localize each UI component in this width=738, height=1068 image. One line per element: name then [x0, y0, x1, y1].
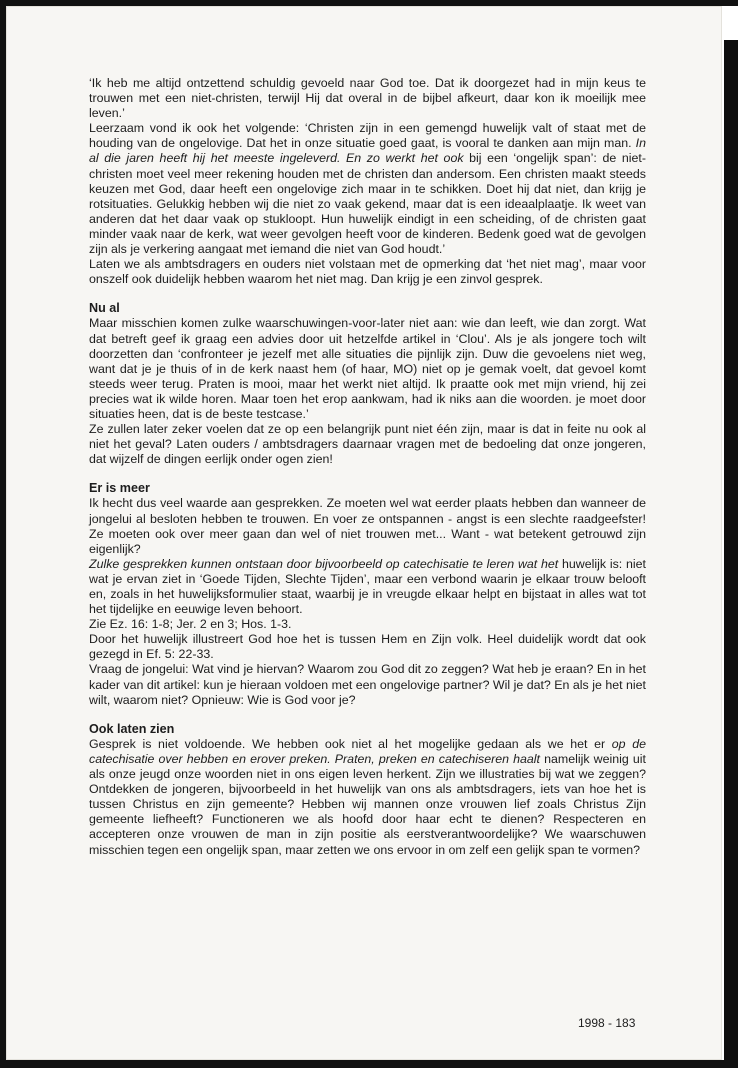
- paragraph: ‘Ik heb me altijd ontzettend schuldig gevoeld naar God toe. Dat ik doorgezet had in mijn keus te trouwen met een niet-christen, terwijl Hij dat overal in de bijbel afkeurt, daar kon ik moeilijk mee leven.’: [89, 76, 646, 121]
- paragraph: Maar misschien komen zulke waarschuwingen-voor-later niet aan: wie dan leeft, wie dan zorgt. Wat dat betreft geef ik graag een advies door uit hetzelfde artikel in ‘Clou’. Als je als jongere toch wilt doorzetten dan ‘confronteer je jezelf met alle situaties die pijnlijk zijn. Duw die gevoelens niet weg, want dat je je thuis of in de kerk naast hem (of haar, MO) niet op je gemak voelt, dat gevoel komt steeds weer terug. Praten is mooi, maar het werkt niet altijd. Ik praatte ook met mijn vriend, hij zei precies wat ik wilde horen. Maar toen het erop aankwam, had ik niks aan die woorden. je moet door situaties heen, dat is de beste testcase.’: [89, 316, 646, 421]
- paragraph: Vraag de jongelui: Wat vind je hiervan? Waarom zou God dit zo zeggen? Wat heb je eraan? En in het kader van dit artikel: kun je hieraan voldoen met een ongelovige partner? Wil je dat? En als je het niet wilt, waarom niet? Opnieuw: Wie is God voor je?: [89, 662, 646, 707]
- page-number: 1998 - 183: [578, 1016, 636, 1030]
- paragraph: Ze zullen later zeker voelen dat ze op een belangrijk punt niet één zijn, maar is dat in feite nu ook al niet het geval? Laten ouders / ambtsdragers daarnaar vragen met de bedoeling dat onze jongeren, dat wijzelf de dingen eerlijk onder ogen zien!: [89, 422, 646, 467]
- paragraph: Zie Ez. 16: 1-8; Jer. 2 en 3; Hos. 1-3.: [89, 617, 292, 632]
- scan-border-right: [724, 40, 738, 1068]
- paragraph: Ik hecht dus veel waarde aan gesprekken. Ze moeten wel wat eerder plaats hebben dan wanneer de jongelui al besloten hebben te trouwen. En voer ze ontspannen - angst is een slechte raadgeefster! Ze moeten ook over meer gaan dan wel of niet trouwen met... Want - wat betekent getrouwd zijn eigenlijk?: [89, 496, 646, 556]
- section-er-is-meer: [89, 481, 646, 707]
- paragraph: Laten we als ambtsdragers en ouders niet volstaan met de opmerking dat ‘het niet mag’, maar voor onszelf ook duidelijk hebben waarom het niet mag. Dan krijg je een zinvol gesprek.: [89, 257, 646, 287]
- section-heading: Ook laten zien: [89, 721, 175, 736]
- section-ook-laten-zien: [89, 722, 646, 858]
- paragraph: Gesprek is niet voldoende. We hebben ook niet al het mogelijke gedaan als we het er op de catechisatie over hebben en erover preken. Praten, preken en catechiseren haalt namelijk weinig uit als onze jeugd onze woorden niet in ons eigen leven herkent. Zijn we illustraties bij wat we zeggen? Ontdekken de jongeren, bijvoorbeeld in het huwelijk van ons als ambtsdragers, iets van hoe het is tussen Christus en zijn gemeente? Hebben wij mannen onze vrouwen lief zoals Christus Zijn gemeente liefheeft? Functioneren we als hoofd door haar echt te dienen? Respecteren en accepteren onze vrouwen de man in zijn positie als eerstverantwoordelijke? We waarschuwen misschien tegen een ongelijk span, maar zetten we ons ervoor in om zelf een gelijk span te vormen?: [89, 736, 647, 857]
- article-body: [89, 76, 646, 858]
- section-heading: Er is meer: [89, 481, 150, 496]
- section-heading: Nu al: [89, 301, 120, 316]
- section-nu-al: [89, 301, 646, 467]
- scan-border-bottom: [0, 1060, 738, 1068]
- paragraph: Zulke gesprekken kunnen ontstaan door bijvoorbeeld op catechisatie te leren wat het huwelijk is: niet wat je ervan ziet in ‘Goede Tijden, Slechte Tijden’, maar een verbond waarin je elkaar trouw belooft en, zoals in het huwelijksformulier staat, waarbij je in vreugde elkaar helpt en bijstaat in alles wat tot het tijdelijke en eeuwige leven behoort.: [89, 556, 646, 617]
- intro-section: [89, 76, 646, 287]
- paragraph: Leerzaam vond ik ook het volgende: ‘Christen zijn in een gemengd huwelijk valt of staat met de houding van de ongelovige. Dat het in onze situatie goed gaat, is vooral te danken aan mijn man. In al die jaren heeft hij het meeste ingeleverd. En zo werkt het ook bij een ‘ongelijk span’: de niet-christen moet veel meer rekening houden met de christen dan andersom. Een christen maakt steeds keuzen met God, daar heeft een ongelovige zich maar in te schikken. Doet hij dat niet, dan krijg je rotsituaties. Gelukkig hebben wij die niet zo vaak gekend, maar dat is een ideaalplaatje. Ik weet van anderen dat het daar vaak op stukloopt. Hun huwelijk eindigt in een scheiding, of de christen gaat minder vaak naar de kerk, wat weer gevolgen heeft voor de kinderen. Bedenk goed wat de gevolgen zijn als je verkering aangaat met iemand die niet van God houdt.’: [89, 121, 646, 257]
- paragraph: Door het huwelijk illustreert God hoe het is tussen Hem en Zijn volk. Heel duidelijk wordt dat ook gezegd in Ef. 5: 22-33.: [89, 632, 646, 662]
